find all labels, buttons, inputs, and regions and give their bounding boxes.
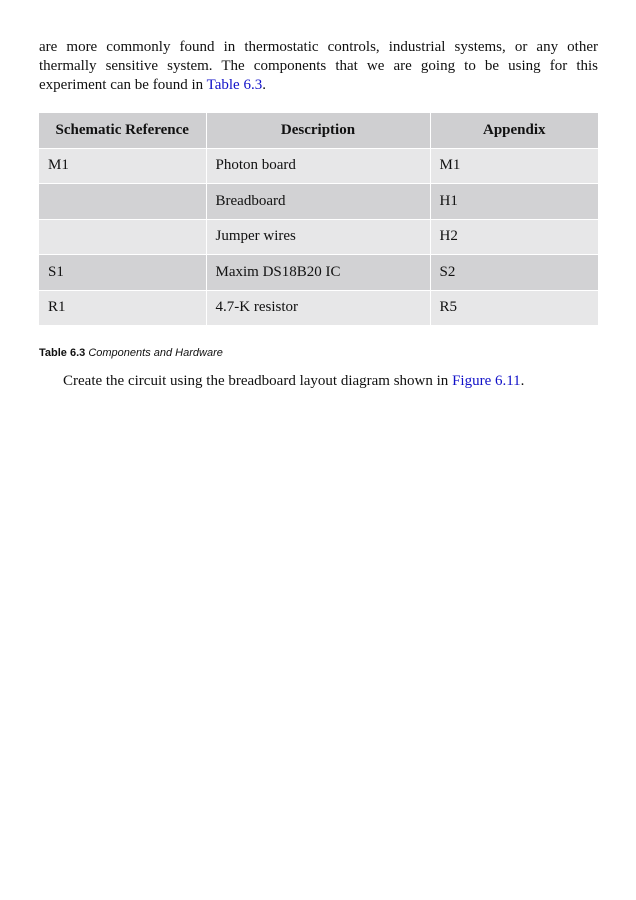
- table-row: [39, 219, 598, 255]
- intro-period: .: [262, 77, 266, 93]
- document-page: [39, 38, 598, 391]
- table-row: [39, 184, 598, 220]
- body-text: Create the circuit using the breadboard layout diagram shown in: [63, 373, 453, 389]
- cell-schematic-reference: [39, 219, 206, 255]
- intro-paragraph: [39, 38, 598, 95]
- body-period: .: [520, 373, 525, 389]
- cell-description: Photon board: [206, 148, 430, 184]
- header-description: Description: [206, 113, 430, 148]
- cell-appendix: R5: [430, 290, 598, 326]
- cell-appendix: H2: [430, 219, 598, 255]
- cell-description: Jumper wires: [206, 219, 430, 255]
- cell-schematic-reference: R1: [39, 290, 206, 326]
- table-row: [39, 148, 598, 184]
- table-row: [39, 290, 598, 326]
- cell-schematic-reference: M1: [39, 148, 206, 184]
- caption-title: Components and Hardware: [88, 347, 223, 359]
- table-caption: [39, 346, 598, 360]
- intro-text: are more commonly found in thermostatic controls, industrial systems, or any other thermally sensitive system. The components that we are going to be using for this experiment can be found in: [39, 39, 598, 93]
- table-header-row: [39, 113, 598, 148]
- caption-number: Table 6.3: [39, 347, 86, 359]
- header-schematic-reference: Schematic Reference: [39, 113, 206, 148]
- cell-schematic-reference: [39, 184, 206, 220]
- body-paragraph: [39, 372, 598, 391]
- table-row: [39, 255, 598, 291]
- cell-description: 4.7-K resistor: [206, 290, 430, 326]
- components-table: [39, 113, 598, 326]
- header-appendix: Appendix: [430, 113, 598, 148]
- cell-schematic-reference: S1: [39, 255, 206, 291]
- cell-appendix: H1: [430, 184, 598, 220]
- cell-appendix: M1: [430, 148, 598, 184]
- cell-description: Maxim DS18B20 IC: [206, 255, 430, 291]
- figure-6-11-link[interactable]: Figure 6.11: [452, 373, 521, 389]
- cell-appendix: S2: [430, 255, 598, 291]
- table-6-3-link[interactable]: Table 6.3: [206, 77, 263, 93]
- cell-description: Breadboard: [206, 184, 430, 220]
